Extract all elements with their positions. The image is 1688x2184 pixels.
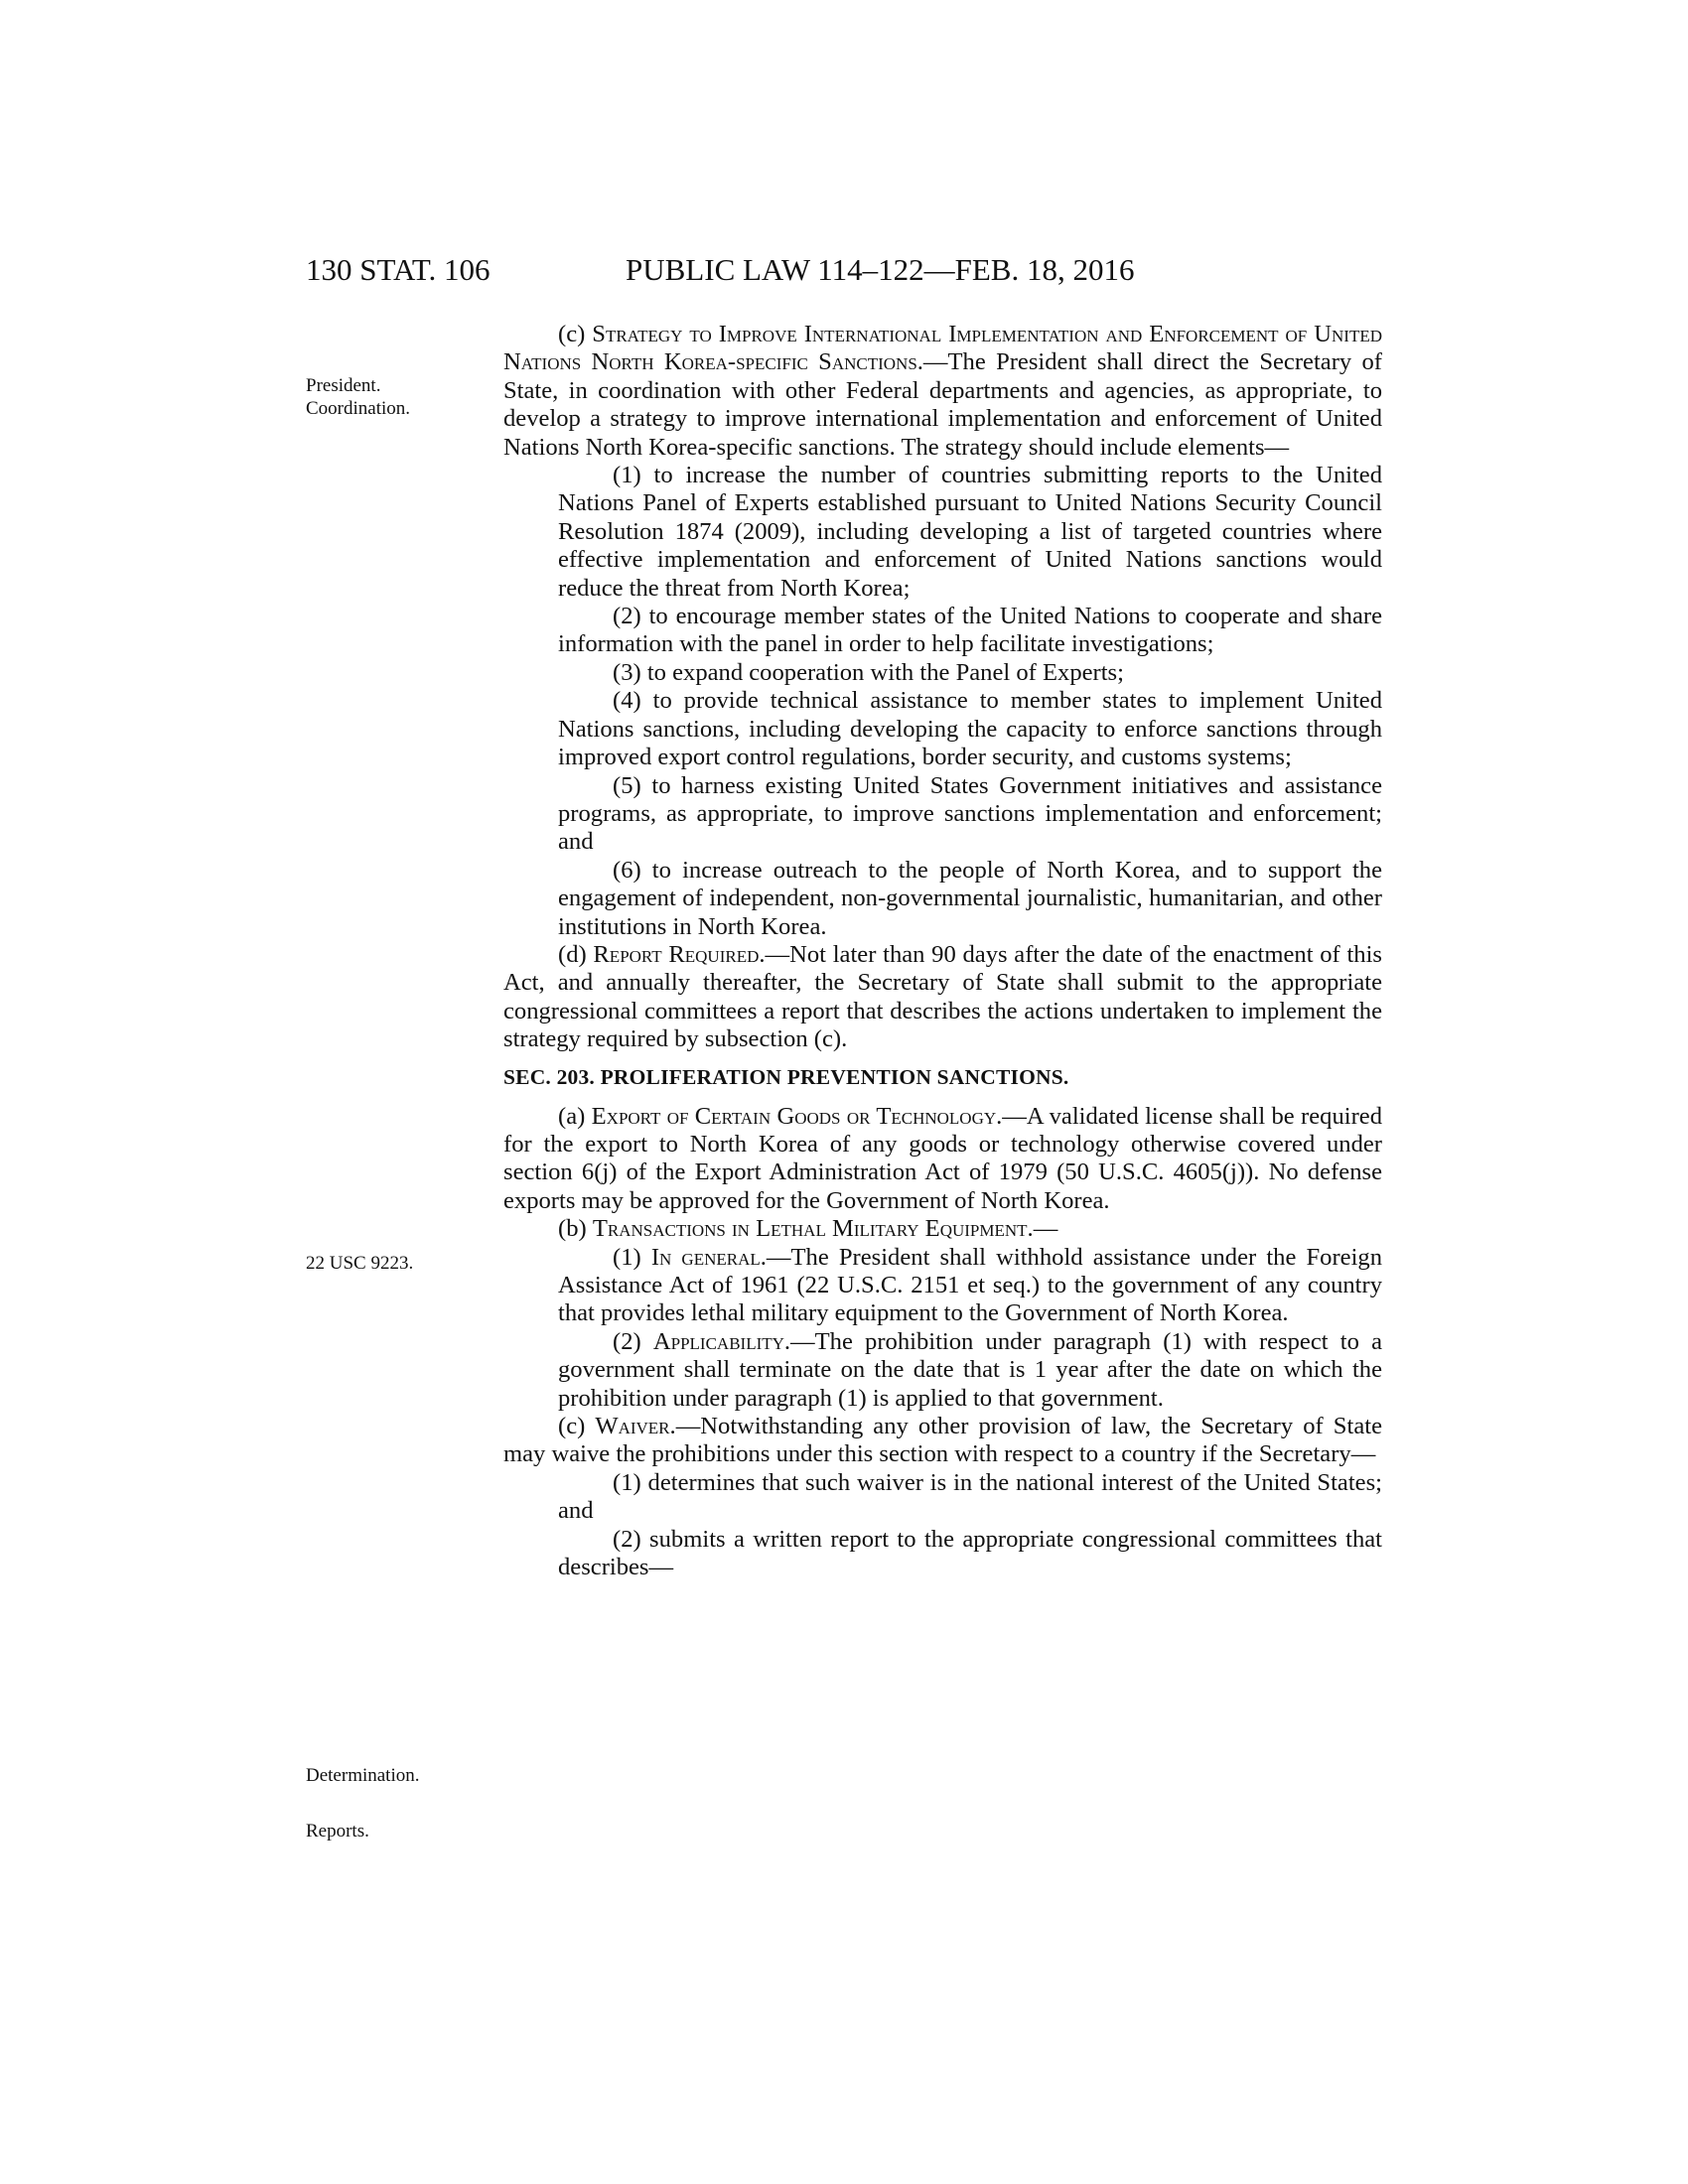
statute-body <box>503 321 1382 1581</box>
paragraph-designation: (1) <box>613 1243 651 1271</box>
margin-note-reports: Reports. <box>306 1821 369 1842</box>
margin-note-determination: Determination. <box>306 1765 420 1786</box>
margin-note-coordination: Coordination. <box>306 397 411 419</box>
strategy-element-1: (1) to increase the number of countries submitting reports to the United Nations Panel of Experts established pursuant to United Nations Security Council Resolution 1874 (2009), including developing a list of targeted countries where effective implementation and enforcement of United Nations sanctions would reduce the threat from North Korea; <box>558 462 1382 602</box>
subsection-b-lethal-equipment <box>503 1215 1382 1243</box>
subsection-designation: (c) <box>558 321 593 347</box>
page-header <box>306 252 1378 292</box>
subsection-dash: — <box>1033 1215 1058 1243</box>
strategy-element-2: (2) to encourage member states of the United Nations to cooperate and share information with the panel in order to help facilitate investigations; <box>558 603 1382 658</box>
subsection-a-export <box>503 1103 1382 1216</box>
subsection-c-strategy <box>503 321 1382 462</box>
section-203-heading: SEC. 203. PROLIFERATION PREVENTION SANCTIONS. <box>503 1064 1069 1089</box>
margin-note-president: President. <box>306 375 381 396</box>
paragraph-heading: In general. <box>650 1243 767 1271</box>
waiver-condition-1: (1) determines that such waiver is in the national interest of the United States; and <box>558 1468 1382 1525</box>
paragraph-designation: (2) <box>613 1327 653 1355</box>
subsection-heading: Strategy to Improve International Implementation and Enforcement of United Nations North Korea-specific Sanctions. <box>503 321 1382 376</box>
strategy-element-5: (5) to harness existing United States Government initiatives and assistance programs, as appropriate, to improve sanctions implementation and enforcement; and <box>558 771 1382 856</box>
paragraph-heading: Applicability. <box>652 1327 791 1355</box>
subsection-heading: Report Required. <box>593 940 766 968</box>
subsection-designation: (d) <box>558 940 594 968</box>
paragraph-b2-applicability <box>558 1328 1382 1413</box>
subsection-text: —The President shall direct the Secretary of State, in coordination with other Federal departments and agencies, as appropriate, to develop a strategy to improve international implementation and enforcement of United Nations North Korea-specific sanctions. The strategy should include elements— <box>503 348 1382 461</box>
paragraph-text: —The prohibition under paragraph (1) with respect to a government shall terminate on the date that is 1 year after the date on which the prohibition under paragraph (1) is applied to that government. <box>558 1327 1382 1412</box>
waiver-condition-2: (2) submits a written report to the appropriate congressional committees that describes— <box>558 1525 1382 1581</box>
subsection-heading: Waiver. <box>595 1413 676 1440</box>
margin-note-usc: 22 USC 9223. <box>306 1253 414 1274</box>
subsection-heading: Export of Certain Goods or Technology. <box>591 1102 1003 1130</box>
statute-page-reference: 130 STAT. 106 <box>306 252 491 287</box>
subsection-text: —A validated license shall be required for the export to North Korea of any goods or technology otherwise covered under section 6(j) of the Export Administration Act of 1979 (50 U.S.C. 4605(j)). No defense exports may be approved for the Government of North Korea. <box>503 1102 1382 1214</box>
strategy-element-6: (6) to increase outreach to the people of North Korea, and to support the engagement of independent, non-governmental journalistic, humanitarian, and other institutions in North Korea. <box>558 856 1382 940</box>
subsection-designation: (c) <box>558 1413 596 1440</box>
strategy-element-4: (4) to provide technical assistance to member states to implement United Nations sanctions, including developing the capacity to enforce sanctions through improved export control regulations, border security, and customs systems; <box>558 687 1382 771</box>
margin-note-president-coordination <box>306 375 465 421</box>
subsection-designation: (a) <box>558 1102 592 1130</box>
subsection-designation: (b) <box>558 1215 593 1243</box>
public-law-citation: PUBLIC LAW 114–122—FEB. 18, 2016 <box>626 252 1135 287</box>
subsection-heading: Transactions in Lethal Military Equipment. <box>592 1215 1034 1243</box>
subsection-c-waiver <box>503 1413 1382 1469</box>
subsection-text: —Notwithstanding any other provision of law, the Secretary of State may waive the prohibitions under this section with respect to a country if the Secretary— <box>503 1413 1382 1468</box>
paragraph-text: —The President shall withhold assistance under the Foreign Assistance Act of 1961 (22 U.S.C. 2151 et seq.) to the government of any country that provides lethal military equipment to the Government of North Korea. <box>558 1243 1383 1327</box>
paragraph-b1-in-general <box>558 1244 1382 1328</box>
subsection-text: —Not later than 90 days after the date of the enactment of this Act, and annually thereafter, the Secretary of State shall submit to the appropriate congressional committees a report that describes the actions undertaken to implement the strategy required by subsection (c). <box>503 940 1382 1053</box>
subsection-d-report-required <box>503 941 1382 1054</box>
strategy-element-3: (3) to expand cooperation with the Panel of Experts; <box>613 658 1124 686</box>
